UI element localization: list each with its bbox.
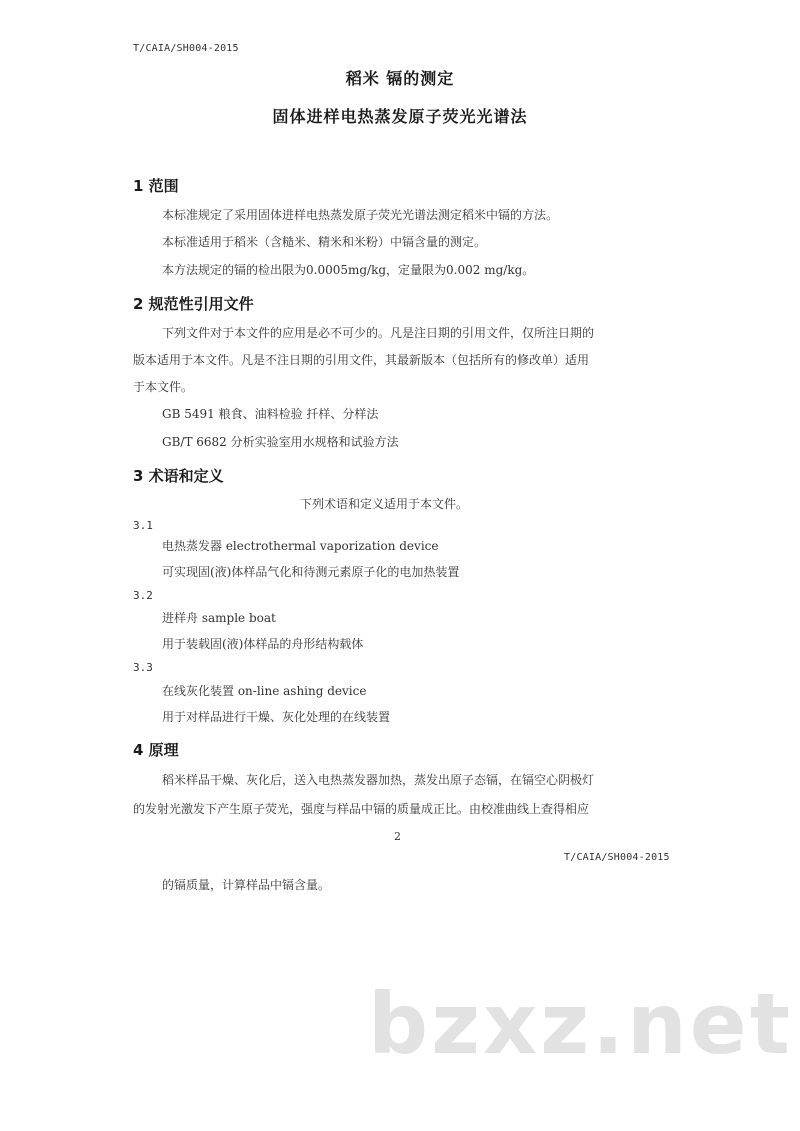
scope-paragraph-3: 本方法规定的镉的检出限为0.0005mg/kg，定量限为0.002 mg/kg。 [162, 263, 535, 277]
principle-line-2: 的发射光激发下产生原子荧光，强度与样品中镉的质量成正比。由校准曲线上查得相应 [133, 802, 590, 816]
term-name: 进样舟 sample boat [162, 611, 276, 625]
document-code-footer: T/CAIA/SH004-2015 [564, 852, 670, 863]
references-paragraph-line-1: 下列文件对于本文件的应用是必不可少的。凡是注日期的引用文件，仅所注日期的 [162, 326, 595, 340]
references-paragraph-line-2: 版本适用于本文件。凡是不注日期的引用文件，其最新版本（包括所有的修改单）适用 [133, 353, 590, 367]
section-heading-normative-references: 2 规范性引用文件 [133, 295, 254, 313]
page-subtitle: 固体进样电热蒸发原子荧光光谱法 [272, 107, 528, 126]
terms-intro: 下列术语和定义适用于本文件。 [300, 497, 469, 511]
term-definition: 用于对样品进行干燥、灰化处理的在线装置 [162, 710, 391, 724]
page-title: 稻米 镉的测定 [345, 69, 455, 88]
reference-item-2: GB/T 6682 分析实验室用水规格和试验方法 [162, 435, 399, 449]
document-code-header: T/CAIA/SH004-2015 [133, 43, 239, 54]
term-name: 电热蒸发器 electrothermal vaporization device [162, 539, 439, 553]
scope-paragraph-1: 本标准规定了采用固体进样电热蒸发原子荧光光谱法测定稻米中镉的方法。 [162, 208, 559, 222]
reference-item-1: GB 5491 粮食、油料检验 扦样、分样法 [162, 407, 379, 421]
section-heading-terms-definitions: 3 术语和定义 [133, 467, 224, 485]
references-paragraph-line-3: 于本文件。 [133, 380, 194, 394]
section-heading-principle: 4 原理 [133, 741, 179, 759]
page-number: 2 [394, 830, 401, 843]
watermark-text: bzxz.net [368, 975, 793, 1073]
term-number: 3.1 [133, 519, 153, 532]
scope-paragraph-2: 本标准适用于稻米（含糙米、精米和米粉）中镉含量的测定。 [162, 235, 487, 249]
term-name: 在线灰化装置 on-line ashing device [162, 684, 367, 698]
principle-line-1: 稻米样品干燥、灰化后，送入电热蒸发器加热，蒸发出原子态镉，在镉空心阴极灯 [162, 773, 595, 787]
term-definition: 可实现固(液)体样品气化和待测元素原子化的电加热装置 [162, 565, 460, 579]
section-heading-scope: 1 范围 [133, 177, 179, 195]
term-number: 3.2 [133, 589, 153, 602]
term-definition: 用于装载固(液)体样品的舟形结构载体 [162, 637, 364, 651]
principle-line-3: 的镉质量，计算样品中镉含量。 [162, 878, 331, 892]
term-number: 3.3 [133, 661, 153, 674]
